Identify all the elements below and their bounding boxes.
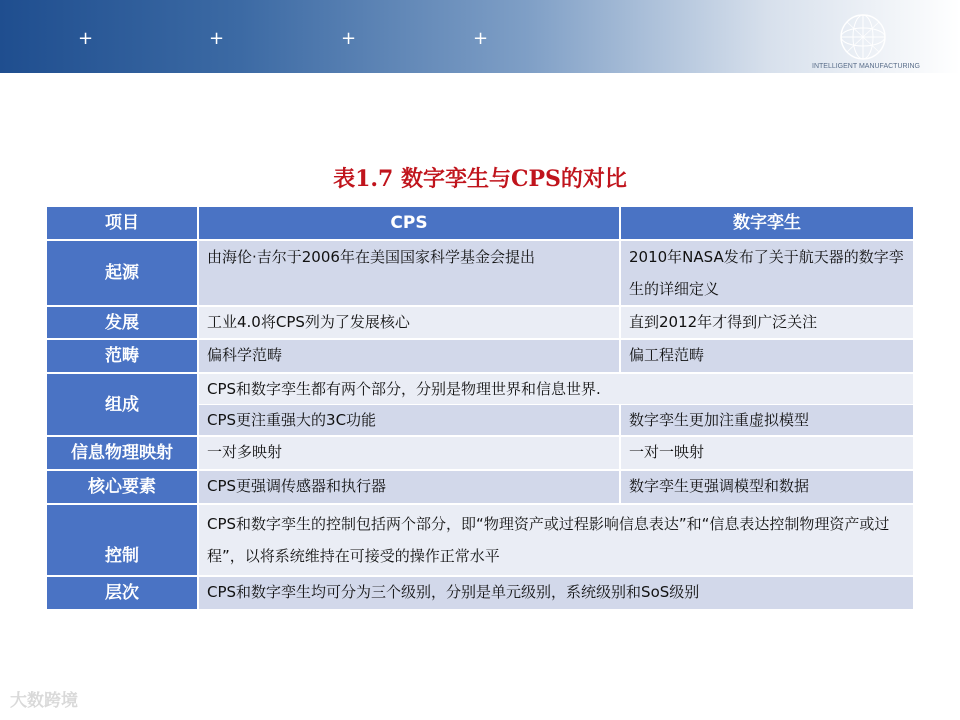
table-row: [47, 241, 913, 305]
plus-icon: +: [473, 28, 489, 49]
digital-twin-cell: 直到2012年才得到广泛关注: [621, 307, 913, 338]
table-row: [47, 577, 913, 609]
row-label: 信息物理映射: [47, 437, 197, 469]
table-title: 表1.7 数字孪生与CPS的对比: [333, 166, 627, 192]
plus-icon: +: [78, 28, 94, 49]
cps-cell: CPS更强调传感器和执行器: [199, 471, 619, 503]
digital-twin-cell: 数字孪生更强调模型和数据: [621, 471, 913, 503]
table-row: [47, 471, 913, 503]
table-row: [47, 340, 913, 372]
digital-twin-cell: 2010年NASA发布了关于航天器的数字孪生的详细定义: [621, 241, 913, 305]
cps-cell: 偏科学范畴: [199, 340, 619, 372]
row-label: 层次: [47, 577, 197, 609]
plus-icon: +: [209, 28, 225, 49]
cps-cell: CPS更注重强大的3C功能: [199, 405, 619, 435]
watermark: 大数跨境: [10, 691, 78, 711]
row-label: 范畴: [47, 340, 197, 372]
table-row: [47, 505, 913, 575]
table-row: [47, 374, 913, 435]
table-header-row: [47, 207, 913, 239]
globe-logo-icon: [838, 12, 888, 62]
row-label: 核心要素: [47, 471, 197, 503]
digital-twin-cell: 偏工程范畴: [621, 340, 913, 372]
cps-cell: 工业4.0将CPS列为了发展核心: [199, 307, 619, 338]
row-label: 起源: [47, 241, 197, 305]
digital-twin-cell: 数字孪生更加注重虚拟模型: [621, 405, 913, 435]
digital-twin-cell: 一对一映射: [621, 437, 913, 469]
shared-cell: CPS和数字孪生都有两个部分，分别是物理世界和信息世界.: [199, 374, 913, 404]
plus-icon: +: [341, 28, 357, 49]
row-label: 发展: [47, 307, 197, 338]
table-row: [47, 307, 913, 338]
cps-cell: 由海伦·吉尔于2006年在美国国家科学基金会提出: [199, 241, 619, 305]
table-row: [47, 437, 913, 469]
cps-cell: 一对多映射: [199, 437, 619, 469]
shared-cell: CPS和数字孪生均可分为三个级别，分别是单元级别，系统级别和SoS级别: [199, 577, 913, 609]
row-label: 控制: [47, 505, 197, 575]
brand-tagline: INTELLIGENT MANUFACTURING: [812, 63, 920, 70]
shared-cell: CPS和数字孪生的控制包括两个部分，即“物理资产或过程影响信息表达”和“信息表达控制物理资产或过程”，以将系统维持在可接受的操作正常水平: [199, 505, 913, 575]
header-item: 项目: [47, 207, 197, 239]
row-label: 组成: [47, 374, 197, 435]
header-cps: CPS: [199, 207, 619, 239]
header-digital-twin: 数字孪生: [621, 207, 913, 239]
